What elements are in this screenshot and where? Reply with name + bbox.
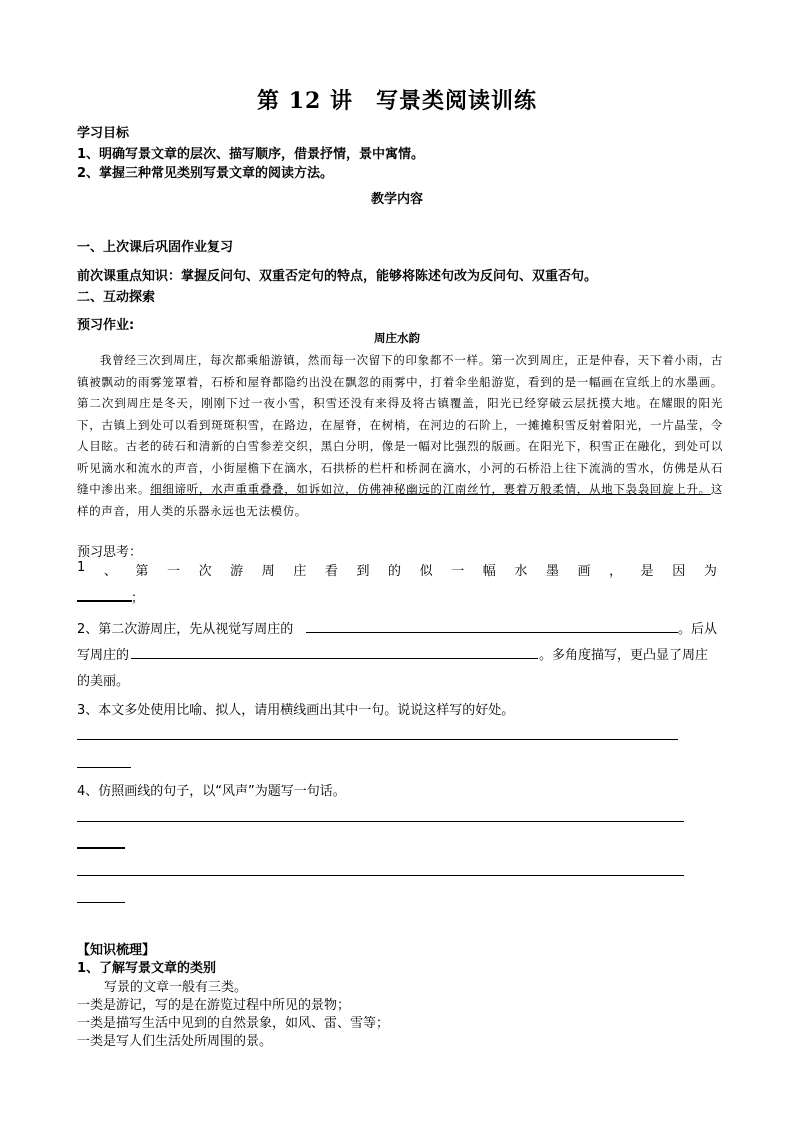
question-1-char: 画: [577, 564, 591, 579]
knowledge-type-3: 一类是写人们生活处所周围的景。: [77, 1034, 273, 1049]
knowledge-sub-1: 1、了解写景文章的类别: [77, 961, 217, 976]
answer-line-q4b[interactable]: [77, 875, 684, 876]
goals-heading: 学习目标: [77, 126, 130, 141]
question-4: 4、仿照画线的句子，以“风声”为题写一句话。: [77, 784, 346, 799]
passage-text-end: 这样的声音，用人类的乐器永远也无法模仿。: [77, 482, 723, 518]
knowledge-heading: 【知识梳理】: [77, 943, 156, 958]
question-2-part4: 。多角度描写，更凸显了周庄: [539, 648, 709, 663]
knowledge-intro: 写景的文章一般有三类。: [104, 980, 248, 995]
question-3: 3、本文多处使用比喻、拟人，请用横线画出其中一句。说说这样写的好处。: [77, 703, 515, 718]
question-1-char: 幅: [482, 564, 496, 579]
page-title: 第 12 讲 写景类阅读训练: [257, 88, 537, 114]
passage-text-underlined: 细细谛听，水声重重叠叠，如诉如泣，仿佛神秘幽远的江南丝竹，裹着万般柔情，从地下袅袅回旋上升。: [150, 482, 711, 496]
goal-item-1: 1、明确写景文章的层次、描写顺序，借景抒情，景中寓情。: [77, 147, 425, 162]
passage-body: [77, 350, 723, 522]
question-1-char: 是: [640, 564, 654, 579]
key-points-text: 前次课重点知识：掌握反问句、双重否定句的特点，能够将陈述句改为反问句、双重否句。: [77, 269, 598, 284]
answer-line-q4[interactable]: [77, 821, 684, 822]
question-2-part5: 的美丽。: [77, 674, 130, 689]
questions-heading: 预习思考：: [77, 545, 143, 560]
question-1-char: 次: [198, 564, 212, 579]
preview-heading: 预习作业:: [77, 318, 135, 333]
answer-line-q4-short[interactable]: [77, 847, 125, 849]
knowledge-type-1: 一类是游记，写的是在游览过程中所见的景物；: [77, 998, 351, 1013]
question-1-char: 墨: [545, 564, 559, 579]
passage-paragraph: [77, 350, 723, 522]
question-2-part1: 2、第二次游周庄，先从视觉写周庄的: [77, 622, 294, 637]
passage-text-main: 我曾经三次到周庄，每次都乘船游镇，然而每一次留下的印象都不一样。第一次到周庄，正是仲春，天下着小雨，古镇被飘动的雨雾笼罩着，石桥和屋脊都隐约出没在飘忽的雨雾中，打着伞坐船游览，看到的是一幅画在宣纸上的水墨画。第二次到周庄是冬天，刚刚下过一夜小雪，积雪还没有来得及将古镇覆盖，阳光已经穿破云层抚摸大地。在耀眼的阳光下，古镇上到处可以看到斑斑积雪，在路边，在屋脊，在树梢，在河边的石阶上，一摊摊积雪反射着阳光，一片晶莹，令人目眩。古老的砖石和清新的白雪参差交织，黑白分明，像是一幅对比强烈的版画。在阳光下，积雪正在融化，到处可以听见滴水和流水的声音，小街屋檐下在滴水，石拱桥的栏杆和桥洞在滴水，小河的石桥沿上往下流淌的雪水，仿佛是从石缝中渗出来。: [77, 353, 723, 496]
question-1-end: ；: [131, 591, 145, 606]
question-1-char: 周: [261, 564, 275, 579]
answer-line-q3-short[interactable]: [77, 767, 131, 768]
question-1-char: 1: [77, 560, 86, 575]
question-1-char: 、: [103, 564, 117, 579]
knowledge-type-2: 一类是描写生活中见到的自然景象，如风、雷、雪等；: [77, 1016, 390, 1031]
goal-item-2: 2、掌握三种常见类别写景文章的阅读方法。: [77, 166, 334, 181]
question-1-char: 庄: [293, 564, 307, 579]
section-2-heading: 二、互动探索: [77, 290, 156, 305]
passage-title: 周庄水韵: [374, 331, 420, 345]
question-1-char: 第: [135, 564, 149, 579]
answer-blank-q2a[interactable]: [306, 632, 678, 633]
section-1-heading: 一、上次课后巩固作业复习: [77, 240, 234, 255]
question-1-char: 似: [419, 564, 433, 579]
question-1-char: 一: [451, 564, 465, 579]
teaching-content-heading: 教学内容: [370, 192, 423, 207]
question-1-line: [77, 560, 717, 579]
question-1-char: 游: [230, 564, 244, 579]
question-2-part2: 。后从: [678, 622, 718, 637]
answer-blank-q1[interactable]: [77, 600, 132, 602]
question-2-part3: 写周庄的: [77, 648, 130, 663]
question-1-char: 的: [388, 564, 402, 579]
question-1-char: 因: [672, 564, 686, 579]
question-1-char: ，: [609, 564, 623, 579]
question-1-char: 到: [356, 564, 370, 579]
answer-blank-q2b[interactable]: [131, 658, 538, 659]
answer-line-q4b-short[interactable]: [77, 902, 125, 903]
question-1-char: 水: [514, 564, 528, 579]
question-1-char: 为: [703, 564, 717, 579]
question-1-char: 一: [167, 564, 181, 579]
answer-line-q3[interactable]: [77, 739, 678, 740]
question-1-char: 看: [324, 564, 338, 579]
